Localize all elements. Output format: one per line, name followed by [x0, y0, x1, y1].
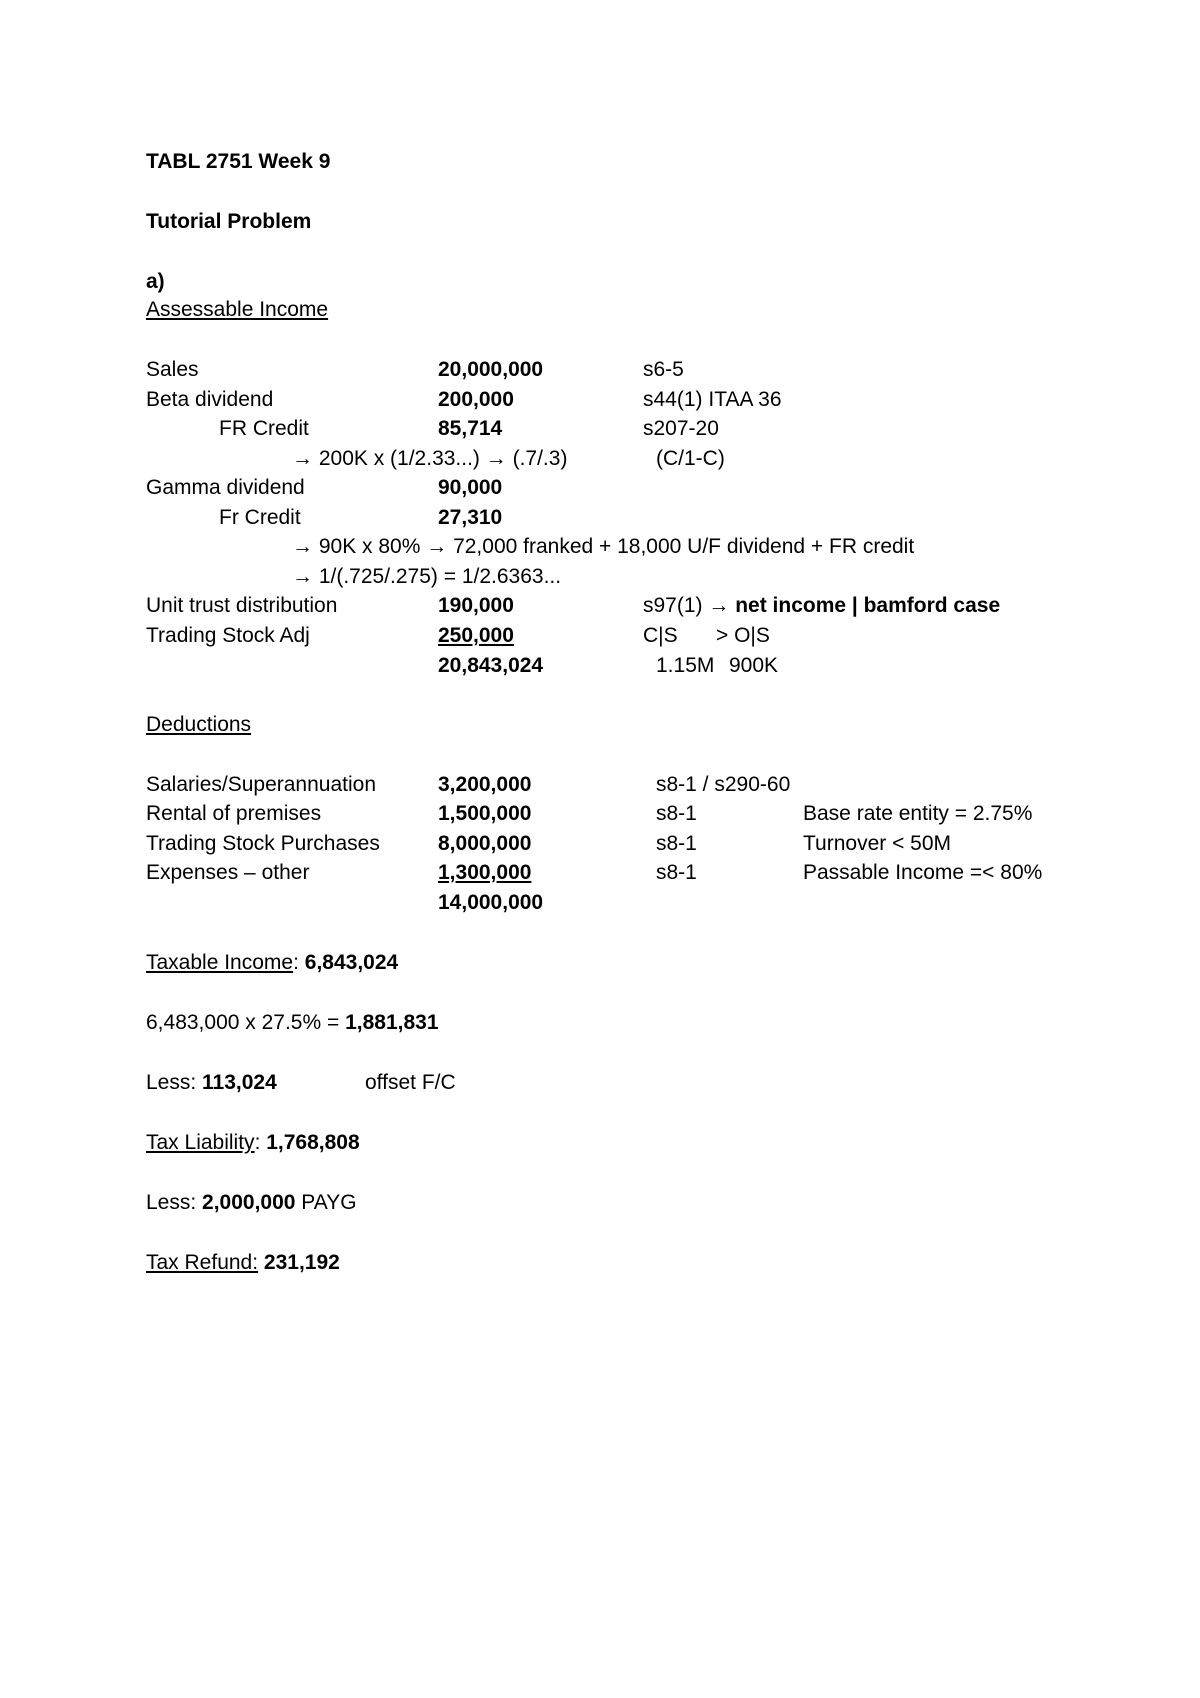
row-amount: 200,000 [438, 388, 514, 411]
tax-calculation-line [146, 1010, 439, 1036]
row-reference: s6-5 [643, 358, 684, 381]
row-reference: (C/1-C) [656, 447, 725, 470]
row-label: Salaries/Superannuation [146, 773, 376, 796]
taxable-income-label: Taxable Income [146, 951, 294, 974]
row-calculation: → 200K x (1/2.33...) → (.7/.3) [292, 447, 568, 470]
less-offset-value: 113,024 [202, 1071, 277, 1094]
row-amount: 250,000 [438, 624, 514, 647]
offset-note: offset F/C [365, 1071, 456, 1094]
deductions-total: 14,000,000 [438, 891, 544, 914]
row-reference [643, 593, 1000, 619]
row-calculation: → 90K x 80% → 72,000 franked + 18,000 U/F dividend + FR credit [292, 535, 915, 558]
row-amount: 27,310 [438, 506, 503, 529]
row-reference: s8-1 [656, 832, 697, 855]
row-label: Trading Stock Adj [146, 624, 310, 647]
tax-liability-line: Tax Liability: 1,768,808 [146, 1131, 360, 1154]
row-note: Passable Income =< 80% [803, 861, 1043, 884]
row-label: Fr Credit [219, 506, 301, 529]
row-label: Expenses – other [146, 861, 310, 884]
row-reference: s8-1 [656, 802, 697, 825]
tax-calculation-value: 1,881,831 [345, 1011, 439, 1034]
row-label: Beta dividend [146, 388, 274, 411]
row-amount: 1,500,000 [438, 802, 532, 825]
document-title: TABL 2751 Week 9 [146, 150, 331, 173]
row-amount: 190,000 [438, 594, 514, 617]
tax-refund-line [146, 1250, 340, 1276]
less-label: Less: [146, 1191, 203, 1214]
row-label: Gamma dividend [146, 476, 305, 499]
assessable-heading: Assessable Income [146, 298, 329, 321]
taxable-income-value: 6,843,024 [304, 951, 399, 974]
row-amount: 90,000 [438, 476, 503, 499]
tax-liability-value: 1,768,808 [266, 1131, 360, 1154]
row-label: Unit trust distribution [146, 594, 338, 617]
row-reference-os: > O|S [716, 624, 770, 647]
row-amount: 1,300,000 [438, 861, 532, 884]
row-label: Rental of premises [146, 802, 322, 825]
row-calculation: → 1/(.725/.275) = 1/2.6363... [292, 565, 562, 588]
document-subtitle: Tutorial Problem [146, 210, 312, 233]
row-reference: s8-1 / s290-60 [656, 773, 791, 796]
row-label: Trading Stock Purchases [146, 832, 380, 855]
row-label: FR Credit [219, 417, 309, 440]
row-amount: 85,714 [438, 417, 503, 440]
row-amount: 3,200,000 [438, 773, 532, 796]
payg-value: 2,000,000 [202, 1191, 296, 1214]
taxable-income-line: Taxable Income: 6,843,024 [146, 951, 399, 974]
tax-refund-label: Tax Refund: [146, 1251, 259, 1274]
total-note-cs: 1.15M [656, 654, 715, 677]
tax-liability-label: Tax Liability [146, 1131, 255, 1154]
less-label: Less: [146, 1071, 203, 1094]
deductions-heading: Deductions [146, 713, 252, 736]
tax-calculation-text: 6,483,000 x 27.5% = [146, 1011, 346, 1034]
row-reference: s8-1 [656, 861, 697, 884]
row-reference-cs: C|S [643, 624, 678, 647]
less-offset-line [146, 1070, 277, 1096]
payg-note: PAYG [295, 1191, 357, 1214]
row-label: Sales [146, 358, 199, 381]
part-label: a) [146, 270, 165, 293]
row-amount: 20,000,000 [438, 358, 544, 381]
row-note: Base rate entity = 2.75% [803, 802, 1033, 825]
reference-section: s97(1) [643, 594, 709, 617]
row-note: Turnover < 50M [803, 832, 952, 855]
row-reference: s44(1) ITAA 36 [643, 388, 782, 411]
tax-refund-value: 231,192 [263, 1251, 340, 1274]
row-amount: 8,000,000 [438, 832, 532, 855]
total-note-os: 900K [729, 654, 779, 677]
assessable-total: 20,843,024 [438, 654, 544, 677]
reference-note: → net income | bamford case [708, 594, 1001, 617]
less-payg-line [146, 1190, 357, 1216]
row-reference: s207-20 [643, 417, 719, 440]
